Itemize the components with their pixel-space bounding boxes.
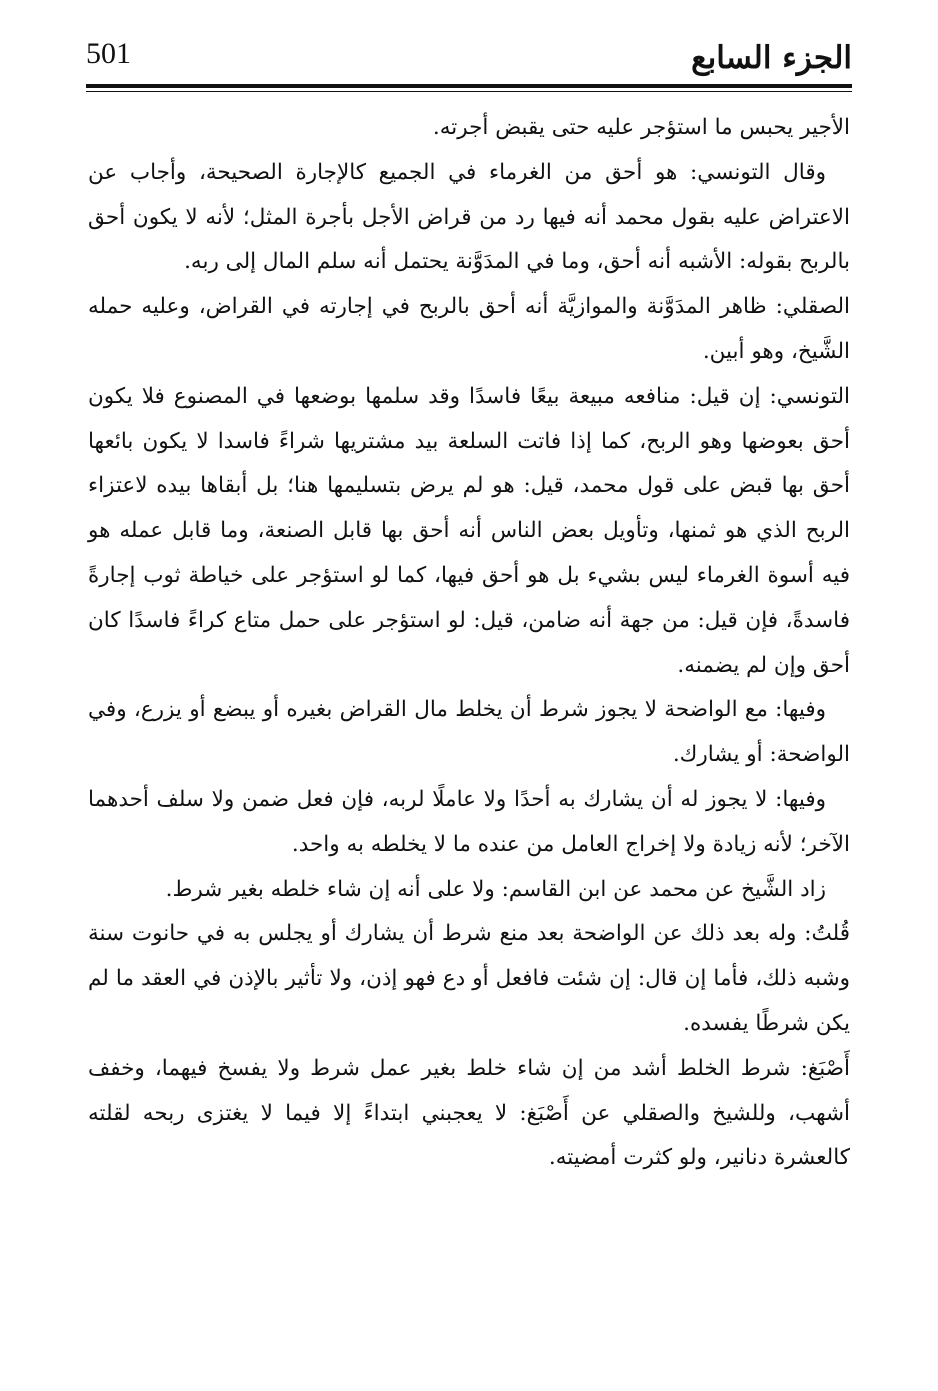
paragraph: وقال التونسي: هو أحق من الغرماء في الجميع كالإجارة الصحيحة، وأجاب عن الاعتراض عليه بقول محمد أنه فيها رد من قراض الأجل بأجرة المثل؛ لأنه لا يكون أحق بالربح بقوله: الأشبه أنه أحق، وما في المدَوَّنة يحتمل أنه سلم المال إلى ربه. xyxy=(88,159,850,275)
header-rule-thick xyxy=(86,84,852,88)
paragraph: زاد الشَّيخ عن محمد عن ابن القاسم: ولا على أنه إن شاء خلطه بغير شرط. xyxy=(165,876,826,902)
paragraph: الصقلي: ظاهر المدَوَّنة والموازيَّة أنه أحق بالربح في إجارته في القراض، وعليه حمله الشَّيخ، وهو أبين. xyxy=(88,294,850,364)
header-rule-thin xyxy=(86,91,852,92)
paragraph: وفيها: لا يجوز له أن يشارك به أحدًا ولا عاملًا لربه، فإن فعل ضمن ولا سلف أحدهما الآخر؛ لأنه زيادة ولا إخراج العامل من عنده ما لا يخلطه به واحد. xyxy=(88,786,850,857)
page-header xyxy=(86,30,852,86)
paragraph: وفيها: مع الواضحة لا يجوز شرط أن يخلط مال القراض بغيره أو يبضع أو يزرع، وفي الواضحة: أو يشارك. xyxy=(88,697,850,768)
paragraph: أَصْبَغ: شرط الخلط أشد من إن شاء خلط بغير عمل شرط ولا يفسخ فيهما، وخفف أشهب، وللشيخ والصقلي عن أَصْبَغ: لا يعجبني ابتداءً إلا فيما لا يغتزى ربحه لقلته كالعشرة دنانير، ولو كثرت أمضيته. xyxy=(88,1055,850,1171)
page-number: 501 xyxy=(86,37,131,70)
volume-title: الجزء السابع xyxy=(691,40,852,76)
paragraph: قُلتُ: وله بعد ذلك عن الواضحة بعد منع شرط أن يشارك أو يجلس به في حانوت سنة وشبه ذلك، فأما إن قال: إن شئت فافعل أو دع فهو إذن، ولا تأثير بالإذن في العقد ما لم يكن شرطًا يفسده. xyxy=(88,921,850,1036)
paragraph: الأجير يحبس ما استؤجر عليه حتى يقبض أجرته. xyxy=(432,115,850,140)
page-body xyxy=(88,106,850,1181)
paragraph: التونسي: إن قيل: منافعه مبيعة بيعًا فاسدًا وقد سلمها بوضعها في المصنوع فلا يكون أحق بعوضها وهو الربح، كما إذا فاتت السلعة بيد مشتريها شراءً فاسدا لا يكون بائعها أحق بها قبض على قول محمد، قيل: هو لم يرض بتسليمها هنا؛ بل أبقاها بيده لاعتزاء الربح الذي هو ثمنها، وتأويل بعض الناس أنه أحق بها قابل الصنعة، وما قابل عمله هو فيه أسوة الغرماء ليس بشيء بل هو أحق فيها، كما لو استؤجر على خياطة ثوب إجارةً فاسدةً، فإن قيل: من جهة أنه ضامن، قيل: لو استؤجر على حمل متاع كراءً فاسدًا كان أحق وإن لم يضمنه. xyxy=(88,383,850,678)
